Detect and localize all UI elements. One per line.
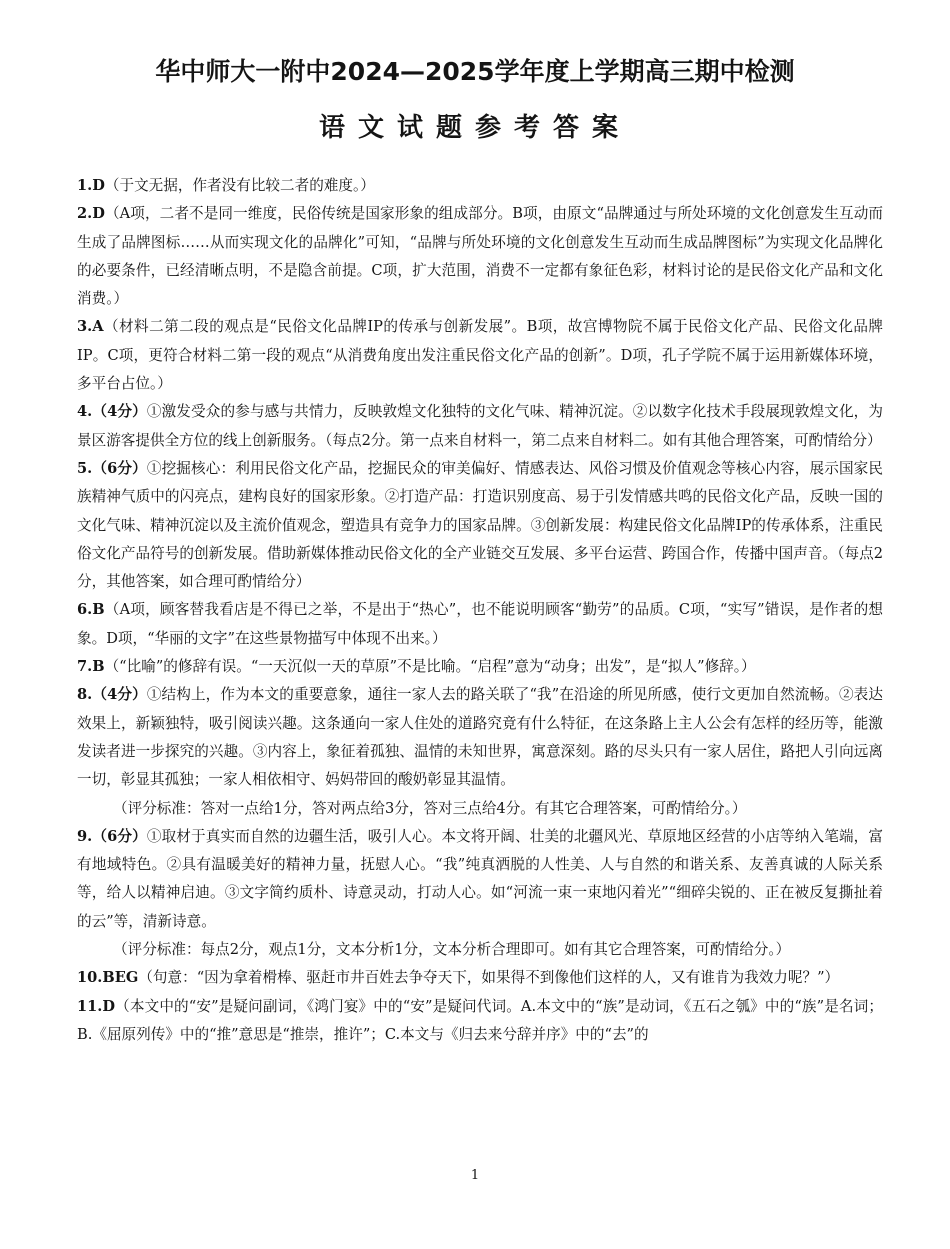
answer-number: 3.A	[77, 318, 104, 336]
answer-item	[77, 200, 883, 313]
answer-list	[77, 172, 883, 1049]
answer-item	[77, 964, 883, 992]
answer-number: 7.B	[77, 658, 105, 676]
answer-number: 10.BEG	[77, 969, 139, 987]
answer-number: 8.	[77, 686, 93, 704]
answer-text: （材料二第二段的观点是“民俗文化品牌IP的传承与创新发展”。B项，故宫博物院不属于民俗文化产品、民俗文化品牌IP。C项，更符合材料二第一段的观点“从消费角度出发注重民俗文化产品的创新”。D项，孔子学院不属于运用新媒体环境，多平台占位。）	[77, 318, 883, 393]
answer-number: 11.D	[77, 997, 116, 1015]
answer-number: 4.	[77, 403, 93, 421]
answer-text: （评分标准：答对一点给1分，答对两点给3分，答对三点给4分。有其它合理答案，可酌情给分。）	[113, 799, 747, 817]
scoring-note	[77, 795, 883, 823]
answer-text: ①挖掘核心：利用民俗文化产品，挖掘民众的审美偏好、情感表达、风俗习惯及价值观念等核心内容，展示国家民族精神气质中的闪亮点，建构良好的国家形象。②打造产品：打造识别度高、易于引发情感共鸣的民俗文化产品，反映一国的文化气味、精神沉淀以及主流价值观念，塑造具有竞争力的国家品牌。③创新发展：构建民俗文化品牌IP的传承体系，注重民俗文化产品符号的创新发展。借助新媒体推动民俗文化的全产业链交互发展、多平台运营、跨国合作，传播中国声音。（每点2分，其他答案，如合理可酌情给分）	[77, 459, 884, 591]
document-title: 华中师大一附中2024—2025学年度上学期高三期中检测	[155, 57, 795, 86]
answer-text: ①结构上，作为本文的重要意象，通往一家人去的路关联了“我”在沿途的所见所感，使行文更加自然流畅。②表达效果上，新颖独特，吸引阅读兴趣。这条通向一家人住处的道路究竟有什么特征，在这条路上主人公会有怎样的经历等，能激发读者进一步探究的兴趣。③内容上，象征着孤独、温情的未知世界，寓意深刻。路的尽头只有一家人居住，路把人引向远离一切，彰显其孤独；一家人相依相守、妈妈带回的酸奶彰显其温情。	[77, 686, 883, 789]
answer-text: ①激发受众的参与感与共情力，反映敦煌文化独特的文化气味、精神沉淀。②以数字化技术手段展现敦煌文化，为景区游客提供全方位的线上创新服务。（每点2分。第一点来自材料一，第二点来自材料二。如有其他合理答案，可酌情给分）	[77, 403, 884, 449]
answer-item	[77, 653, 883, 681]
answer-item	[77, 823, 883, 936]
answer-text: （“比喻”的修辞有误。“一天沉似一天的草原”不是比喻。“启程”意为“动身；出发”，是“拟人”修辞。）	[104, 658, 756, 676]
answer-item	[77, 596, 883, 653]
document-subtitle: 语文试题参考答案	[318, 113, 631, 143]
answer-text: （A项，二者不是同一维度，民俗传统是国家形象的组成部分。B项，由原文“品牌通过与所处环境的文化创意发生互动而生成了品牌图标……从而实现文化的品牌化”可知，“品牌与所处环境的文化创意发生互动而生成品牌图标”为实现文化品牌化的必要条件，已经清晰点明，不是隐含前提。C项，扩大范围，消费不一定都有象征色彩，材料讨论的是民俗文化产品和文化消费。）	[77, 205, 883, 308]
page-number: 1	[470, 1168, 480, 1183]
answer-text: （A项，顾客替我看店是不得已之举，不是出于“热心”，也不能说明顾客“勤劳”的品质。C项，“实写”错误，是作者的想象。D项，“华丽的文字”在这些景物描写中体现不出来。）	[77, 601, 883, 647]
answer-score: （4分）	[92, 403, 147, 421]
answer-text: （评分标准：每点2分，观点1分，文本分析1分，文本分析合理即可。如有其它合理答案，可酌情给分。）	[113, 941, 791, 959]
answer-item	[77, 681, 883, 794]
answer-number: 6.B	[77, 601, 105, 619]
answer-item	[77, 313, 883, 398]
answer-text: ①取材于真实而自然的边疆生活，吸引人心。本文将开阔、壮美的北疆风光、草原地区经营的小店等纳入笔端，富有地域特色。②具有温暖美好的精神力量，抚慰人心。“我”纯真洒脱的人性美、人与自然的和谐关系、友善真诚的人际关系等，给人以精神启迪。③文字简约质朴、诗意灵动，打动人心。如“河流一束一束地闪着光”“细碎尖锐的、正在被反复撕扯着的云”等，清新诗意。	[77, 827, 884, 930]
answer-item	[77, 398, 883, 455]
answer-text: （本文中的“安”是疑问副词，《鸿门宴》中的“安”是疑问代词。A.本文中的“族”是动词，《五石之瓠》中的“族”是名词；B.《屈原列传》中的“推”意思是“推崇，推许”；C.本文与《归去来兮辞并序》中的“去”的	[77, 997, 883, 1043]
answer-number: 9.	[77, 827, 93, 845]
answer-item	[77, 172, 883, 200]
answer-number: 1.D	[77, 177, 105, 194]
answer-item	[77, 993, 883, 1050]
answer-score: （6分）	[92, 827, 147, 845]
answer-score: （4分）	[92, 686, 147, 704]
answer-item	[77, 455, 883, 596]
scoring-note	[77, 936, 883, 964]
answer-text: （句意：“因为拿着榾棒、驱赶市井百姓去争夺天下，如果得不到像他们这样的人，又有谁肯为我效力呢？”）	[138, 969, 840, 987]
answer-number: 2.D	[77, 205, 105, 223]
answer-number: 5.	[77, 459, 93, 477]
answer-score: （6分）	[92, 459, 147, 477]
answer-text: （于文无据，作者没有比较二者的难度。）	[104, 177, 375, 194]
